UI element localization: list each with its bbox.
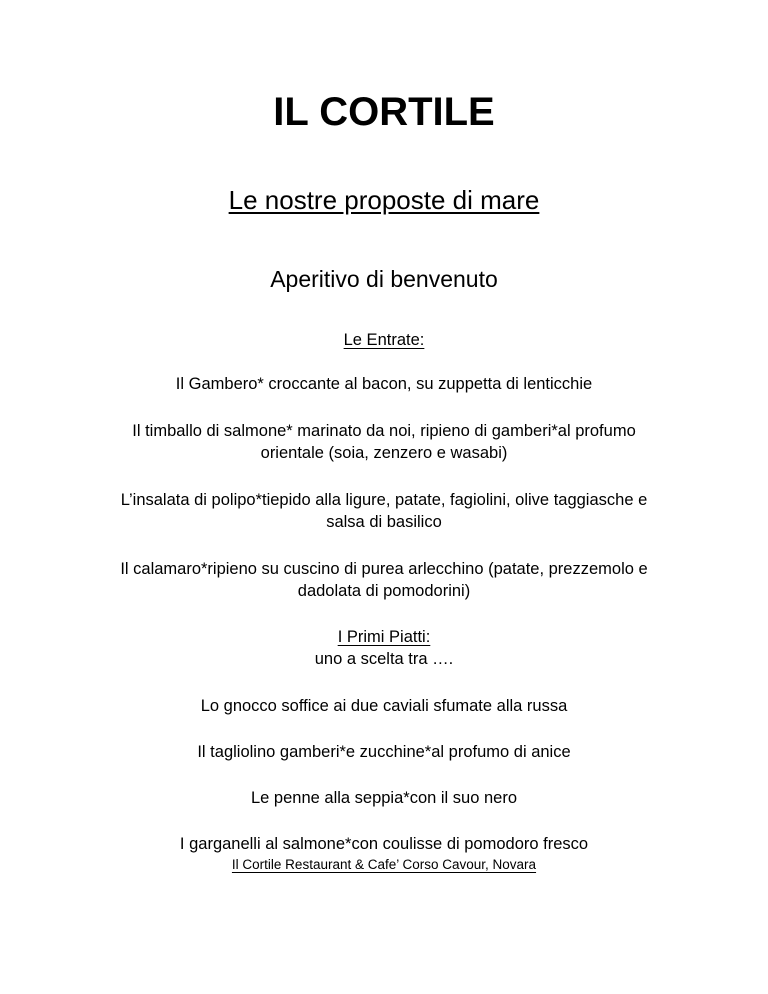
primo-item-4: I garganelli al salmone*con coulisse di pomodoro fresco [179, 835, 589, 853]
primi-heading: I Primi Piatti: [337, 628, 431, 646]
entrata-item-3-line-1: L’insalata di polipo*tiepido alla ligure, patate, fagiolini, olive taggiasche e [120, 491, 648, 509]
entrata-item-3-line-2: salsa di basilico [326, 513, 442, 531]
entrata-item-4-line-2: dadolata di pomodorini) [297, 582, 471, 600]
entrata-item-1: Il Gambero* croccante al bacon, su zuppetta di lenticchie [175, 375, 593, 393]
restaurant-title: IL CORTILE [273, 90, 495, 134]
menu-subtitle: Le nostre proposte di mare [228, 185, 540, 215]
entrata-item-2-line-2: orientale (soia, zenzero e wasabi) [260, 444, 508, 462]
primo-item-3: Le penne alla seppia*con il suo nero [250, 789, 518, 807]
primo-item-1: Lo gnocco soffice ai due caviali sfumate alla russa [200, 697, 568, 715]
entrata-item-2-line-1: Il timballo di salmone* marinato da noi, ripieno di gamberi*al profumo [132, 422, 636, 440]
primi-subheading: uno a scelta tra …. [314, 650, 454, 668]
footer-address: Il Cortile Restaurant & Cafe’ Corso Cavour, Novara [231, 857, 537, 872]
entrata-item-4-line-1: Il calamaro*ripieno su cuscino di purea arlecchino (patate, prezzemolo e [120, 560, 648, 578]
primo-item-2: Il tagliolino gamberi*e zucchine*al profumo di anice [197, 743, 571, 761]
aperitivo-line: Aperitivo di benvenuto [270, 266, 498, 292]
entrate-heading: Le Entrate: [343, 331, 425, 349]
